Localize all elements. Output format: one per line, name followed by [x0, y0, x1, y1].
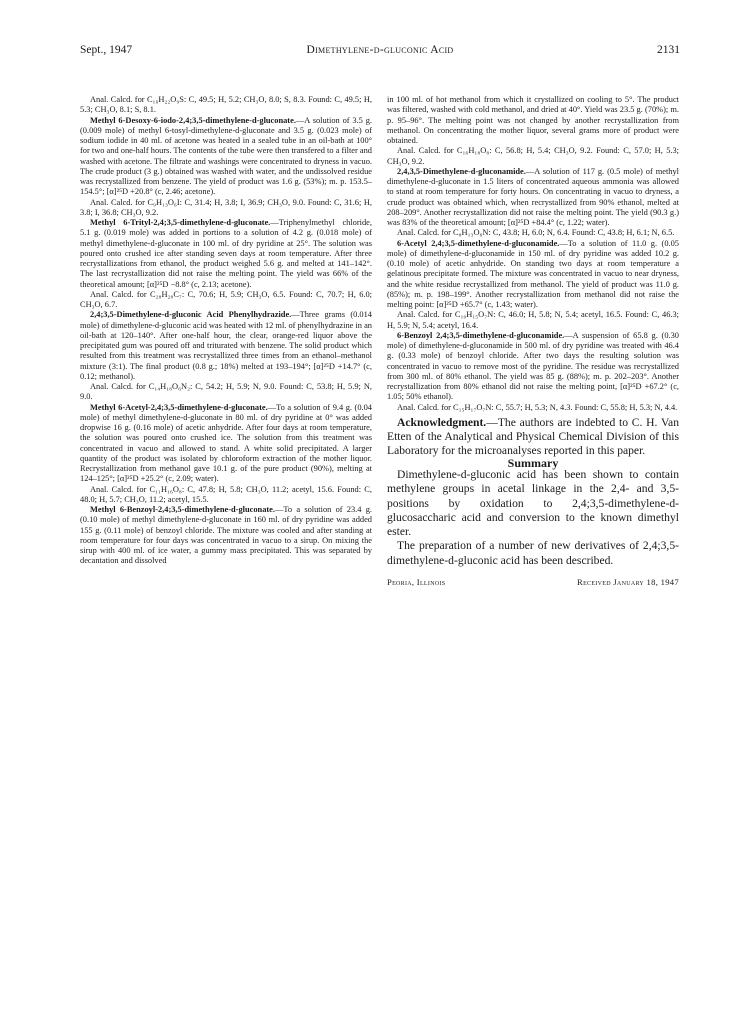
paragraph-heading: Methyl 6-Trityl-2,4;3,5-dimethylene-d-gluconate.: [90, 218, 271, 227]
paragraph-text: —To a solution of 23.4 g. (0.10 mole) of methyl dimethylene-d-gluconate in 160 ml. of dry pyridine was added 155 g. (0.11 mole) of benzoyl chloride. The mixture was cooled and after standing at room temperature for four days was concentrated in vacuo to a sirup. On mixing the sirup with 400 ml. of ice water, a gummy mass precipitated. This was separated by decantation and dissolved: [80, 505, 373, 566]
right-paragraph: [387, 95, 679, 146]
left-paragraph: [80, 95, 372, 116]
acknowledgment-heading: Acknowledgment.: [397, 415, 487, 429]
left-paragraph: [80, 403, 372, 485]
left-column: [80, 95, 372, 567]
paragraph-text: Anal. Calcd. for C₈H₁₃O₆N: C, 43.8; H, 6.0; N, 6.4. Found: C, 43.8; H, 6.1; N, 6.5.: [397, 228, 675, 238]
header-title: Dimethylene-d-gluconic Acid: [306, 44, 454, 56]
paragraph-text: Anal. Calcd. for C₁₄H₁₈O₆N₂: C, 54.2; H, 5.9; N, 9.0. Found: C, 53.8; H, 5.9; N, 9.0.: [80, 382, 372, 402]
right-column-paragraphs: [387, 95, 679, 413]
footer-location: Peoria, Illinois: [387, 577, 446, 588]
acknowledgment-text: —The authors are indebted to C. H. Van Etten of the Analytical and Physical Chemical Division of this Laboratory for the microanalyses reported in this paper.: [387, 415, 679, 457]
right-paragraph: [387, 146, 679, 167]
paragraph-text: Anal. Calcd. for C₉H₁₃O₆I: C, 31.4; H, 3.8; I, 36.9; CH₃O, 9.0. Found: C, 31.6; H, 3.8; I, 36.8; CH₃O, 9.2.: [80, 197, 372, 217]
paragraph-text: —Triphenylmethyl chloride, 5.1 g. (0.019 mole) was added in portions to a solution of 4.2 g. (0.018 mole) of methyl dimethylene-d-gluconate in 100 ml. of dry pyridine at 25°. The solution was poured onto crushed ice after standing seven days at room temperature. After three recrystallizations from ethanol, the product weighed 5.6 g. and melted at 141–142°. The last recrystallization did not raise the melting point. The yield was 66% of the theoretical amount; [α]²⁵D −8.8° (c, 2.13; acetone).: [80, 218, 372, 289]
paragraph-text: Anal. Calcd. for C₁₅H₁₇O₇N: C, 55.7; H, 5.3; N, 4.3. Found: C, 55.8; H, 5.3; N, 4.4.: [397, 402, 678, 412]
paragraph-text: —Three grams (0.014 mole) of dimethylene-d-gluconic acid was heated with 12 ml. of phenylhydrazine in an oil-bath at 120–140°. After one-half hour, the clear, orange-red liquor above the precipitated gum was poured off and triturated with benzene. The solid product which resulted from this treatment was recrystallized three times from an ethanol–methanol mixture (3:1). The final product (0.8 g.; 18%) melted at 193–194°; [α]²⁵D +14.7° (c, 0.12; methanol).: [80, 310, 372, 381]
left-paragraph: [80, 382, 372, 403]
paragraph-text: —A solution of 117 g. (0.5 mole) of methyl dimethylene-d-gluconate in 1.5 liters of concentrated aqueous ammonia was allowed to stand at room temperature for forty hours. On concentrating in vacuo to dryness, a crude product was obtained which, when recrystallized from 90% ethanol, melted at 208–209°. Another recrystallization did not raise the melting point. The yield (90.3 g.) was 83% of the theoretical amount; [α]²⁵D +84.4° (c, 1.22; water).: [387, 166, 679, 227]
right-column: [387, 95, 679, 587]
paragraph-text: Anal. Calcd. for C₁₆H₂₂O₉S: C, 49.5; H, 5.2; CH₃O, 8.0; S, 8.3. Found: C, 49.5; H, 5.3; CH₃O, 8.1; S, 8.1.: [80, 95, 372, 115]
footer-received: Received January 18, 1947: [577, 577, 679, 588]
running-header: [80, 44, 680, 60]
left-paragraph: [80, 485, 372, 506]
paragraph-text: Anal. Calcd. for C₁₀H₁₅O₇N: C, 46.0; H, 5.8; N, 5.4; acetyl, 16.5. Found: C, 46.3; H, 5.9; N, 5.4; acetyl, 16.4.: [387, 310, 679, 330]
paragraph-text: —To a solution of 11.0 g. (0.05 mole) of dimethylene-d-gluconamide in 150 ml. of dry pyridine was added 10.2 g. (0.10 mole) of acetic anhydride. On standing two days at room temperature a gelatinous precipitate formed. The mixture was concentrated in vacuo to near dryness, and the white residue recrystallized from methanol. The yield of product was 11.0 g. (85%); m. p. 198–199°. Another recrystallization from methanol did not raise the melting point: [α]²⁵D +65.7° (c, 1.43; water).: [387, 238, 679, 309]
right-paragraph: [387, 167, 679, 229]
right-paragraph: [387, 310, 679, 331]
left-paragraph: [80, 198, 372, 219]
right-paragraph: [387, 228, 679, 238]
paragraph-text: in 100 ml. of hot methanol from which it crystallized on cooling to 5°. The product was filtered, washed with cold methanol, and dried at 40°. Yield was 23.5 g. (70%); m. p. 95–96°. The melting point was not changed by another recrystallization from methanol. On concentrating the mother liquor, several grams more of product were obtained.: [387, 95, 679, 145]
paragraph-heading: 2,4;3,5-Dimethylene-d-gluconic Acid Phenylhydrazide.: [90, 310, 292, 320]
paragraph-text: Anal. Calcd. for C₁₁H₁₆O₈: C, 47.8; H, 5.8; CH₃O, 11.2; acetyl, 15.6. Found: C, 48.0; H, 5.7; CH₃O, 11.2; acetyl, 15.5.: [80, 484, 372, 504]
paragraph-heading: Methyl 6-Acetyl-2,4;3,5-dimethylene-d-gluconate.: [90, 402, 268, 412]
paragraph-heading: Methyl 6-Desoxy-6-iodo-2,4;3,5-dimethylene-d-gluconate.: [90, 115, 296, 125]
acknowledgment: [387, 416, 679, 458]
header-date: Sept., 1947: [80, 44, 133, 56]
left-paragraph: [80, 505, 372, 567]
summary-paragraph-2: The preparation of a number of new derivatives of 2,4;3,5-dimethylene-d-gluconic acid has been described.: [387, 539, 679, 567]
left-paragraph: [80, 290, 372, 311]
right-paragraph: [387, 403, 679, 413]
paragraph-text: —To a solution of 9.4 g. (0.04 mole) of methyl dimethylene-d-gluconate in 80 ml. of dry pyridine at 0° was added dropwise 16 g. (0.16 mole) of acetic anhydride. After four days at room temperature, the solution was poured onto crushed ice. The solution from this treatment was concentrated in vacuo and allowed to stand. A white solid precipitated. A larger quantity of the product was isolated by chloroform extraction of the mother liquor. Recrystallization from methanol gave 10.1 g. of the pure product (90%), melting at 124–125°; [α]²⁵D +25.2° (c, 2.09; water).: [80, 402, 372, 484]
paragraph-text: Anal. Calcd. for C₂₈H₂₈C₇: C, 70.6; H, 5.9; CH₃O, 6.5. Found: C, 70.7; H, 6.0; CH₃O, 6.7.: [80, 289, 372, 309]
paragraph-text: —A solution of 3.5 g. (0.009 mole) of methyl 6-tosyl-dimethylene-d-gluconate and 3.5 g. (0.023 mole) of sodium iodide in 40 ml. of acetone was heated in a sealed tube in an oil-bath at 100° for two and one-half hours. The contents of the tube were then transfered to a filter and washed with acetone. The filtrate and washings were concentrated to dryness in vacuo. The crude product (3 g.) obtained was washed with water, and the undissolved residue was recrystallized from benzene. The yield of product was 1.6 g. (53%); m. p. 153.5–154.5°; [α]²⁵D +20.8° (c, 2.46; acetone).: [80, 115, 372, 197]
paragraph-heading: 2,4,3,5-Dimethylene-d-gluconamide.: [397, 166, 526, 176]
left-paragraph: [80, 310, 372, 382]
left-paragraph: [80, 116, 372, 198]
paper-footer: [387, 577, 679, 587]
left-paragraph: [80, 218, 372, 290]
summary-paragraph-1: Dimethylene-d-gluconic acid has been shown to contain methylene groups in acetal linkage in the 2,4- and 3,5-positions by oxidation to 2,4;3,5-dimethylene-d-glucosaccharic acid and conversion to the known dimethyl ester.: [387, 468, 679, 539]
paragraph-text: Anal. Calcd. for C₁₆H₁₈O₈: C, 56.8; H, 5.4; CH₃O, 9.2. Found: C, 57.0; H, 5.3; CH₃O, 9.2.: [387, 146, 679, 166]
paragraph-heading: Methyl 6-Benzoyl-2,4;3,5-dimethylene-d-gluconate.: [90, 505, 275, 514]
paragraph-text: —A suspension of 65.8 g. (0.30 mole) of dimethylene-d-gluconamide in 500 ml. of dry pyridine was treated with 46.4 g. (0.33 mole) of benzoyl chloride. After two days the resulting solution was concentrated in vacuo to remove most of the pyridine. The residue was recrystallized from 300 ml. of 80% ethanol. The yield was 85 g. (88%); m. p. 202–203°. Another recrystallization from 80% ethanol did not raise the melting point, [α]²⁵D +67.2° (c, 1.05; 50% ethanol).: [387, 330, 679, 402]
page-number: 2131: [657, 44, 680, 56]
paragraph-heading: 6-Acetyl 2,4;3,5-dimethylene-d-gluconamide.: [397, 238, 560, 248]
right-paragraph: [387, 239, 679, 311]
summary-heading: Summary: [507, 455, 559, 470]
paragraph-heading: 6-Benzoyl 2,4;3,5-dimethylene-d-gluconamide.: [397, 330, 565, 340]
right-paragraph: [387, 331, 679, 403]
